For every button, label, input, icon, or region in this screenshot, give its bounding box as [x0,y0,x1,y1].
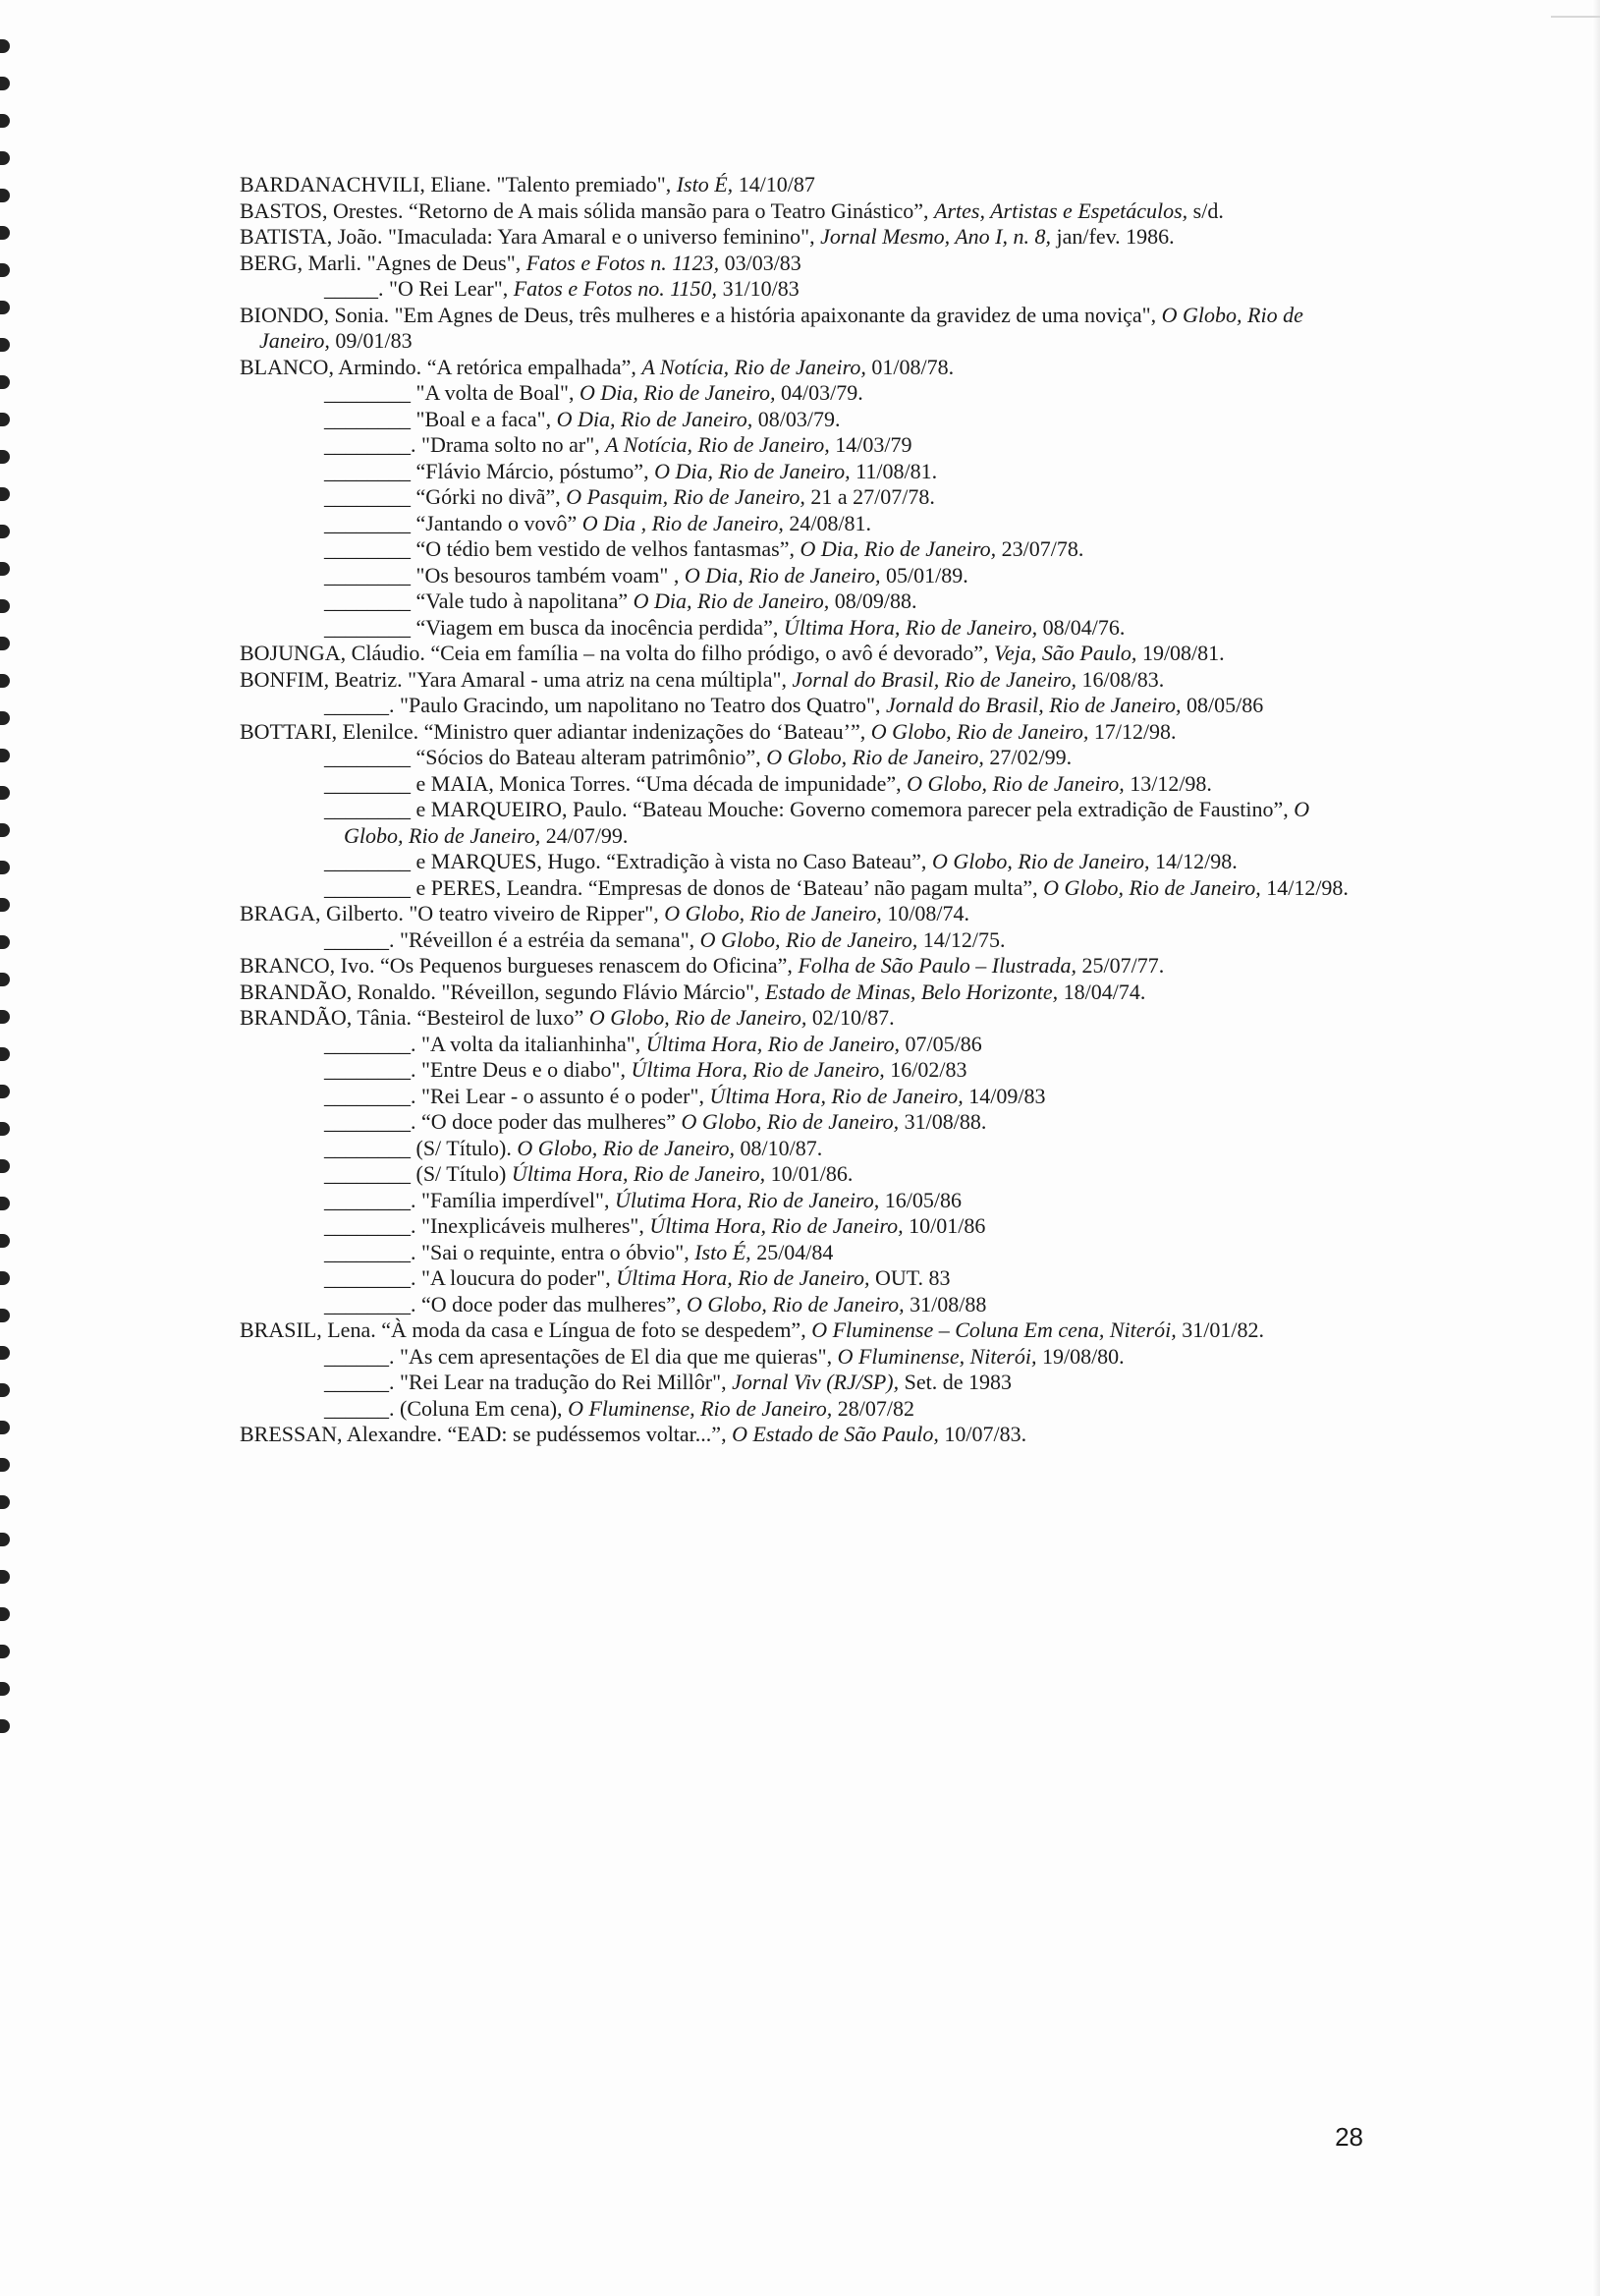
binding-ring [0,114,10,128]
entry-title: “Jantando o vovô” [415,510,578,535]
entry-source: Última Hora, Rio de Janeiro, [631,1057,885,1082]
binding-ring [0,487,10,501]
bibliography-entry [240,1136,1365,1162]
bibliography-entry [240,1240,1365,1266]
bibliography-entry [240,1188,1365,1214]
bibliography-entry [240,980,1365,1006]
entry-title: e MARQUEIRO, Paulo. “Bateau Mouche: Governo comemora parecer pela extradição de Faustino”, [415,797,1289,821]
entry-author: BRESSAN, Alexandre. [240,1422,442,1446]
binding-ring [0,1271,10,1285]
binding-ring [0,1159,10,1173]
binding-ring [0,973,10,986]
entry-source: O Dia, Rio de Janeiro, [579,380,776,405]
entry-date: 08/04/76. [1042,614,1126,640]
binding-ring [0,1458,10,1472]
bibliography-entry [240,797,1365,849]
entry-date: 14/10/87 [738,172,815,196]
entry-source: O Globo, Rio de Janeiro, [687,1291,905,1316]
entry-date: 10/01/86 [909,1213,986,1238]
entry-source: A Notícia, Rio de Janeiro, [641,354,866,379]
entry-author: BRASIL, Lena. [240,1317,376,1342]
binding-ring [0,1495,10,1509]
entry-date: 14/09/83 [968,1083,1046,1108]
binding-ring [0,77,10,90]
entry-source: O Pasquim, Rio de Janeiro, [566,484,805,509]
entry-source: O Dia, Rio de Janeiro, [654,458,851,483]
entry-date: 08/05/86 [1186,693,1264,717]
entry-author: ______. [324,926,395,952]
entry-source: O Dia, Rio de Janeiro, [684,562,881,588]
entry-title: "Drama solto no ar", [421,432,600,457]
entry-author: ________ [324,1135,411,1160]
entry-source: Jornal Mesmo, Ano I, n. 8, [820,224,1051,249]
entry-author: ________. [324,1109,416,1134]
entry-date: 11/08/81. [855,458,938,483]
entry-author: ________ [324,614,411,640]
entry-date: 31/10/83 [722,276,800,301]
entry-date: 08/10/87. [740,1135,823,1160]
entry-source: Fatos e Fotos no. 1150, [513,276,718,301]
bibliography-entry [240,563,1365,589]
binding-ring [0,301,10,314]
entry-source: O Globo, Rio de Janeiro, [681,1109,900,1134]
entry-author: BERG, Marli. [240,250,362,275]
entry-title: (S/ Título) [415,1161,507,1186]
entry-date: 16/08/83. [1081,666,1165,692]
binding-ring [0,1309,10,1322]
entry-author: BLANCO, Armindo. [240,354,422,379]
bibliography-entry [240,1422,1365,1448]
entry-date: 10/08/74. [887,901,970,925]
entry-author: BOJUNGA, Cláudio. [240,641,425,665]
entry-date: 08/03/79. [757,406,841,431]
binding-ring [0,1421,10,1434]
entry-source: O Estado de São Paulo, [732,1422,939,1446]
entry-author: ________. [324,1083,416,1108]
entry-title: "Entre Deus e o diabo", [421,1057,626,1082]
entry-date: 14/12/98. [1155,849,1238,873]
binding-ring [0,861,10,874]
entry-source: O Globo, Rio de Janeiro, [664,901,882,925]
bibliography-entry [240,1032,1365,1058]
bibliography-entry [240,407,1365,433]
entry-date: Set. de 1983 [904,1370,1012,1394]
bibliography-entry [240,511,1365,537]
bibliography-entry [240,771,1365,798]
entry-title: "O Rei Lear", [389,276,509,301]
entry-title: "Rei Lear na tradução do Rei Millôr", [400,1370,727,1394]
entry-title: "Agnes de Deus", [366,250,522,275]
entry-author: ________ [324,484,411,509]
entry-source: O Fluminense – Coluna Em cena, Niterói, [811,1317,1177,1342]
binding-ring [0,749,10,762]
entry-date: 16/02/83 [890,1057,967,1082]
entry-author: ________. [324,1239,416,1264]
bibliography-entry [240,1344,1365,1371]
bibliography-entry [240,276,1365,303]
entry-source: A Notícia, Rio de Janeiro, [605,432,830,457]
bibliography-entry [240,1084,1365,1110]
entry-source: O Globo, Rio de Janeiro, [931,849,1150,873]
entry-date: 21 a 27/07/78. [810,484,935,509]
binding-ring [0,1122,10,1136]
entry-title: e PERES, Leandra. “Empresas de donos de ‘Bateau’ não pagam multa”, [415,874,1038,900]
bibliography-entry [240,1005,1365,1032]
entry-source: Última Hora, Rio de Janeiro, [616,1265,870,1290]
page-corner [1551,0,1600,18]
entry-title: "Talento premiado", [496,172,672,196]
bibliography-entry [240,615,1365,642]
entry-source: O Dia, Rio de Janeiro, [556,406,753,431]
entry-author: ________ [324,510,411,535]
entry-source: Isto É, [676,172,734,196]
entry-date: 25/04/84 [756,1239,834,1264]
entry-source: Artes, Artistas e Espetáculos, [934,197,1188,223]
entry-title: "A loucura do poder", [421,1265,611,1290]
bibliography-entry [240,901,1365,927]
bibliography-entry [240,459,1365,485]
bibliography-entry [240,1370,1365,1396]
entry-title: “O doce poder das mulheres” [421,1109,677,1134]
entry-source: Última Hora, Rio de Janeiro, [783,614,1038,640]
binding-ring [0,1010,10,1024]
binding-ring [0,674,10,688]
bibliography-entry [240,536,1365,563]
entry-author: ________ [324,874,411,900]
entry-author: BOTTARI, Elenilce. [240,718,419,744]
binding-ring [0,1047,10,1061]
entry-author: ________ [324,1161,411,1186]
entry-date: 25/07/77. [1081,953,1165,978]
bibliography-entry [240,1057,1365,1084]
entry-date: 19/08/80. [1041,1343,1125,1369]
bibliography-entry [240,667,1365,694]
binding-ring [0,338,10,352]
entry-title: (Coluna Em cena), [400,1395,563,1421]
entry-date: 05/01/89. [885,562,968,588]
entry-source: O Globo, Rio de Janeiro, [344,797,1310,848]
bibliography-entry [240,849,1365,875]
entry-date: 27/02/99. [989,745,1073,769]
binding-ring [0,898,10,912]
entry-author: ________. [324,1265,416,1290]
entry-date: 14/12/75. [922,926,1006,952]
entry-author: _____. [324,276,384,301]
entry-date: 19/08/81. [1141,641,1225,665]
bibliography-entry [240,380,1365,407]
bibliography-entry [240,1213,1365,1240]
bibliography-list [240,172,1365,1448]
entry-author: ______. [324,1370,395,1394]
bibliography-entry [240,1396,1365,1423]
entry-date: jan/fev. 1986. [1056,224,1175,249]
binding-ring [0,1607,10,1621]
entry-date: s/d. [1192,197,1224,223]
entry-author: ________ [324,562,411,588]
entry-source: Fatos e Fotos n. 1123, [525,250,720,275]
entry-title: "As cem apresentações de El dia que me quieras", [400,1343,833,1369]
entry-author: BONFIM, Beatriz. [240,666,403,692]
entry-date: 10/01/86. [770,1161,854,1186]
entry-source: Jornal Viv (RJ/SP), [732,1370,900,1394]
entry-source: O Globo, Rio de Janeiro, [907,770,1125,796]
entry-author: ________ [324,406,411,431]
entry-author: ________. [324,1031,416,1056]
bibliography-entry [240,719,1365,746]
bibliography-entry [240,875,1365,902]
binding-ring [0,1383,10,1397]
entry-title: "A volta de Boal", [415,380,575,405]
entry-source: O Globo, Rio de Janeiro, [259,302,1303,353]
entry-source: O Dia, Rio de Janeiro, [633,588,830,613]
binding-ring [0,637,10,650]
entry-date: 09/01/83 [335,328,413,353]
entry-author: ______. [324,1395,395,1421]
bibliography-entry [240,355,1365,381]
bibliography-entry [240,641,1365,667]
entry-title: “Sócios do Bateau alteram patrimônio”, [415,745,761,769]
entry-author: ________. [324,1057,416,1082]
binding-ring [0,450,10,464]
entry-author: ________ [324,745,411,769]
entry-date: 13/12/98. [1130,770,1212,796]
entry-author: BARDANACHVILI, Eliane. [240,172,492,196]
entry-date: OUT. 83 [874,1265,951,1290]
entry-date: 04/03/79. [781,380,863,405]
entry-title: "Família imperdível", [421,1187,610,1212]
bibliography-entry [240,198,1365,225]
entry-title: "Inexplicáveis mulheres", [421,1213,644,1238]
binding-ring [0,1719,10,1733]
binding-ring [0,562,10,576]
binding-ring [0,263,10,277]
entry-title: e MAIA, Monica Torres. “Uma década de impunidade”, [415,770,902,796]
entry-author: ________ [324,458,411,483]
bibliography-entry [240,927,1365,954]
bibliography-entry [240,588,1365,615]
entry-date: 28/07/82 [837,1395,915,1421]
entry-title: "A volta da italianhinha", [421,1031,641,1056]
binding-ring [0,151,10,165]
binding-ring [0,1570,10,1584]
entry-title: "Em Agnes de Deus, três mulheres e a história apaixonante da gravidez de uma noviça", [394,302,1157,327]
entry-title: "Imaculada: Yara Amaral e o universo feminino", [388,224,815,249]
bibliography-entry [240,693,1365,719]
entry-author: ________ [324,797,411,821]
entry-title: "Réveillon é a estréia da semana", [400,926,695,952]
entry-author: BRANDÃO, Tânia. [240,1005,412,1030]
binding-ring [0,786,10,800]
entry-date: 18/04/74. [1063,979,1146,1004]
binding-ring [0,711,10,725]
binding-ring [0,935,10,949]
entry-author: ________ [324,588,411,613]
bibliography-entry [240,1292,1365,1318]
entry-title: “Besteirol de luxo” [416,1005,584,1030]
entry-source: O Fluminense, Niterói, [837,1343,1037,1369]
entry-source: O Globo, Rio de Janeiro, [517,1135,735,1160]
bibliography-entry [240,224,1365,251]
entry-date: 31/01/82. [1182,1317,1264,1342]
binding-ring [0,599,10,613]
entry-date: 31/08/88 [910,1291,987,1316]
binding-ring [0,1197,10,1210]
entry-date: 17/12/98. [1093,718,1177,744]
entry-author: BRANCO, Ivo. [240,953,375,978]
entry-date: 24/08/81. [789,510,872,535]
entry-author: ________ [324,770,411,796]
entry-title: "Paulo Gracindo, um napolitano no Teatro dos Quatro", [400,693,881,717]
entry-date: 07/05/86 [905,1031,982,1056]
entry-author: BRAGA, Gilberto. [240,901,404,925]
entry-date: 14/12/98. [1266,874,1349,900]
entry-title: “Flávio Márcio, póstumo”, [415,458,649,483]
binding-ring [0,1682,10,1696]
bibliography-entry [240,1317,1365,1344]
entry-title: “Os Pequenos burgueses renascem do Oficina”, [380,953,793,978]
binding-ring [0,1346,10,1360]
entry-title: “O doce poder das mulheres”, [421,1291,682,1316]
entry-title: (S/ Título). [415,1135,512,1160]
entry-date: 08/09/88. [834,588,917,613]
entry-source: O Dia, Rio de Janeiro, [800,536,997,561]
binding-ring [0,375,10,389]
binding-ring [0,189,10,202]
entry-author: ________ [324,849,411,873]
entry-title: “Górki no divã”, [415,484,561,509]
entry-author: ________. [324,1213,416,1238]
entry-title: “Viagem em busca da inocência perdida”, [415,614,779,640]
entry-source: Veja, São Paulo, [994,641,1137,665]
entry-date: 01/08/78. [871,354,955,379]
spiral-binding [0,0,18,2296]
entry-title: “EAD: se pudéssemos voltar...”, [447,1422,727,1446]
entry-date: 23/07/78. [1001,536,1084,561]
entry-title: “Ministro quer adiantar indenizações do ‘Bateau’”, [423,718,866,744]
entry-source: O Globo, Rio de Janeiro, [1043,874,1261,900]
entry-author: ______. [324,1343,395,1369]
entry-title: "O teatro viveiro de Ripper", [409,901,659,925]
entry-title: "Sai o requinte, entra o óbvio", [421,1239,690,1264]
entry-source: O Globo, Rio de Janeiro, [870,718,1089,744]
binding-ring [0,1234,10,1248]
bibliography-entry [240,953,1365,980]
binding-ring [0,1645,10,1658]
entry-author: BATISTA, João. [240,224,383,249]
binding-ring [0,1085,10,1098]
binding-ring [0,1533,10,1546]
entry-date: 10/07/83. [944,1422,1027,1446]
entry-source: Isto É, [694,1239,751,1264]
binding-ring [0,525,10,538]
entry-source: Jornal do Brasil, Rio de Janeiro, [792,666,1076,692]
entry-title: “Ceia em família – na volta do filho pródigo, o avô é devorado”, [430,641,989,665]
bibliography-entry [240,303,1365,355]
entry-title: “A retórica empalhada”, [426,354,636,379]
entry-source: O Globo, Rio de Janeiro, [766,745,984,769]
bibliography-entry [240,1109,1365,1136]
entry-source: O Fluminense, Rio de Janeiro, [568,1395,833,1421]
entry-source: Última Hora, Rio de Janeiro, [645,1031,901,1056]
bibliography-entry [240,484,1365,511]
entry-source: O Globo, Rio de Janeiro, [588,1005,807,1030]
bibliography-entry [240,172,1365,198]
entry-source: Jornald do Brasil, Rio de Janeiro, [886,693,1182,717]
entry-author: ________. [324,432,416,457]
entry-author: ________. [324,1187,416,1212]
binding-ring [0,39,10,53]
binding-ring [0,226,10,240]
entry-source: Úlutima Hora, Rio de Janeiro, [614,1187,880,1212]
entry-date: 24/07/99. [545,822,629,848]
entry-author: BASTOS, Orestes. [240,197,404,223]
page-number: 28 [1335,2122,1363,2152]
entry-author: ________ [324,536,411,561]
entry-title: "Boal e a faca", [415,406,552,431]
entry-title: "Réveillon, segundo Flávio Márcio", [441,979,760,1004]
bibliography-entry [240,745,1365,771]
entry-source: O Globo, Rio de Janeiro, [699,926,918,952]
entry-title: "Yara Amaral - uma atriz na cena múltipla", [408,666,788,692]
entry-title: e MARQUES, Hugo. “Extradição à vista no Caso Bateau”, [415,849,927,873]
entry-date: 02/10/87. [811,1005,895,1030]
entry-author: BRANDÃO, Ronaldo. [240,979,436,1004]
entry-title: “Vale tudo à napolitana” [415,588,629,613]
bibliography-entry [240,1265,1365,1292]
entry-source: Estado de Minas, Belo Horizonte, [764,979,1059,1004]
entry-title: “À moda da casa e Língua de foto se despedem”, [381,1317,806,1342]
entry-date: 31/08/88. [904,1109,987,1134]
entry-source: Última Hora, Rio de Janeiro, [511,1161,766,1186]
binding-ring [0,823,10,837]
binding-ring [0,413,10,426]
entry-title: "Rei Lear - o assunto é o poder", [421,1083,704,1108]
entry-author: BIONDO, Sonia. [240,302,390,327]
entry-author: ______. [324,693,395,717]
entry-source: Última Hora, Rio de Janeiro, [649,1213,904,1238]
entry-author: ________ [324,380,411,405]
entry-title: “O tédio bem vestido de velhos fantasmas”, [415,536,796,561]
entry-title: “Retorno de A mais sólida mansão para o Teatro Ginástico”, [408,197,929,223]
entry-author: ________. [324,1291,416,1316]
entry-title: "Os besouros também voam" , [415,562,680,588]
bibliography-entry [240,1161,1365,1188]
page-edge [1592,0,1600,2296]
bibliography-entry [240,432,1365,459]
entry-source: O Dia , Rio de Janeiro, [581,510,784,535]
entry-source: Folha de São Paulo – Ilustrada, [798,953,1076,978]
entry-date: 14/03/79 [835,432,912,457]
entry-date: 03/03/83 [724,250,801,275]
entry-source: Última Hora, Rio de Janeiro, [709,1083,964,1108]
entry-date: 16/05/86 [884,1187,962,1212]
bibliography-entry [240,251,1365,277]
